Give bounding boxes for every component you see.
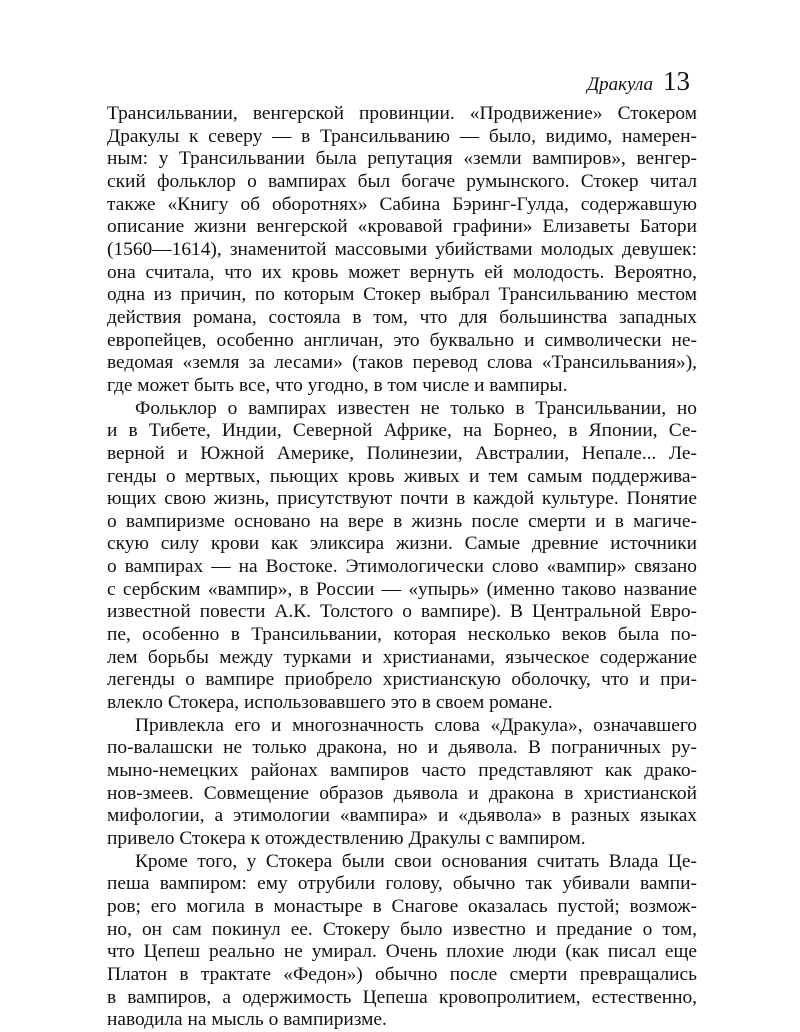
text-line: также «Книгу об оборотнях» Сабина Бэринг-Гулда, содержавшую [107, 193, 697, 215]
text-line: ведомая «земля за лесами» (таков перевод слова «Трансильвания»), [107, 352, 697, 374]
text-line: мифологии, а этимологии «вампира» и «дьявола» в разных языках [107, 805, 697, 827]
text-line: привело Стокера к отождествлению Дракулы с вампиром. [107, 828, 586, 849]
text-line: одна из причин, по которым Стокер выбрал Трансильванию местом [107, 284, 697, 306]
text-line: наводила на мысль о вампиризме. [107, 1009, 387, 1031]
text-line: о вампиризме основано на вере в жизнь после смерти и в магиче- [107, 510, 697, 532]
body-text [107, 103, 697, 1032]
text-line: действия романа, состояла в том, что для большинства западных [107, 306, 697, 328]
text-line: Дракулы к северу — в Трансильванию — было, видимо, намерен- [107, 125, 697, 147]
text-line: ющих свою жизнь, присутствуют почти в каждой культуре. Понятие [107, 488, 697, 510]
paragraph [107, 398, 697, 715]
text-line: пе, особенно в Трансильвании, которая несколько веков была по- [107, 624, 697, 646]
text-line: она считала, что их кровь может вернуть ей молодость. Вероятно, [107, 261, 697, 283]
text-line: Фольклор о вампирах известен не только в Трансильвании, но [135, 397, 697, 419]
running-head [587, 66, 690, 106]
text-line: что Цепеш реально не умирал. Очень плохие люди (как писал еще [107, 941, 697, 963]
text-line: легенды о вампире приобрело христианскую оболочку, что и при- [107, 669, 697, 691]
text-line: скую силу крови как эликсира жизни. Самые древние источники [107, 533, 697, 555]
text-line: (1560—1614), знаменитой массовыми убийствами молодых девушек: [107, 238, 697, 260]
text-line: ский фольклор о вампирах был богаче румынского. Стокер читал [107, 170, 697, 192]
text-line: известной повести А.К. Толстого о вампире). В Центральной Евро- [107, 601, 697, 623]
page-number: 13 [663, 66, 690, 96]
text-line: генды о мертвых, пьющих кровь живых и тем самым поддержива- [107, 465, 697, 487]
text-line: Трансильвании, венгерской провинции. «Продвижение» Стокером [107, 103, 697, 124]
text-line: по-валашски не только дракона, но и дьявола. В пограничных ру- [107, 737, 697, 759]
text-line: где может быть все, что угодно, в том числе и вампиры. [107, 374, 568, 396]
text-line: описание жизни венгерской «кровавой графини» Елизаветы Батори [107, 216, 697, 238]
running-head-title: Дракула [587, 74, 653, 95]
paragraph [107, 715, 697, 851]
text-line: ров; его могила в монастыре в Снагове оказалась пустой; возмож- [107, 895, 697, 917]
text-line: ным: у Трансильвании была репутация «земли вампиров», венгер- [107, 148, 697, 170]
text-line: с сербским «вампир», в России — «упырь» (именно таково название [107, 578, 697, 600]
text-line: европейцев, особенно англичан, это буквально и символически не- [107, 329, 697, 351]
text-line: мыно-немецких районах вампиров часто представляют как драко- [107, 760, 697, 782]
text-line: пеша вампиром: ему отрубили голову, обычно так убивали вампи- [107, 873, 697, 895]
text-line: верной и Южной Америке, Полинезии, Австралии, Непале... Ле- [107, 442, 697, 464]
text-line: нов-змеев. Совмещение образов дьявола и дракона в христианской [107, 782, 697, 804]
paragraph [107, 851, 697, 1032]
text-line: Кроме того, у Стокера были свои основания считать Влада Це- [135, 850, 697, 872]
paragraph [107, 103, 697, 398]
text-line: влекло Стокера, использовавшего это в своем романе. [107, 692, 553, 714]
text-line: о вампирах — на Востоке. Этимологически слово «вампир» связано [107, 556, 697, 578]
text-line: Платон в трактате «Федон») обычно после смерти превращались [107, 963, 697, 985]
text-line: Привлекла его и многозначность слова «Дракула», означавшего [135, 714, 697, 736]
text-line: лем борьбы между турками и христианами, языческое содержание [107, 646, 697, 668]
text-line: в вампиров, а одержимость Цепеша кровопролитием, естественно, [107, 986, 697, 1008]
text-line: но, он сам покинул ее. Стокеру было известно и предание о том, [107, 918, 697, 940]
text-line: и в Тибете, Индии, Северной Африке, на Борнео, в Японии, Се- [107, 420, 697, 442]
